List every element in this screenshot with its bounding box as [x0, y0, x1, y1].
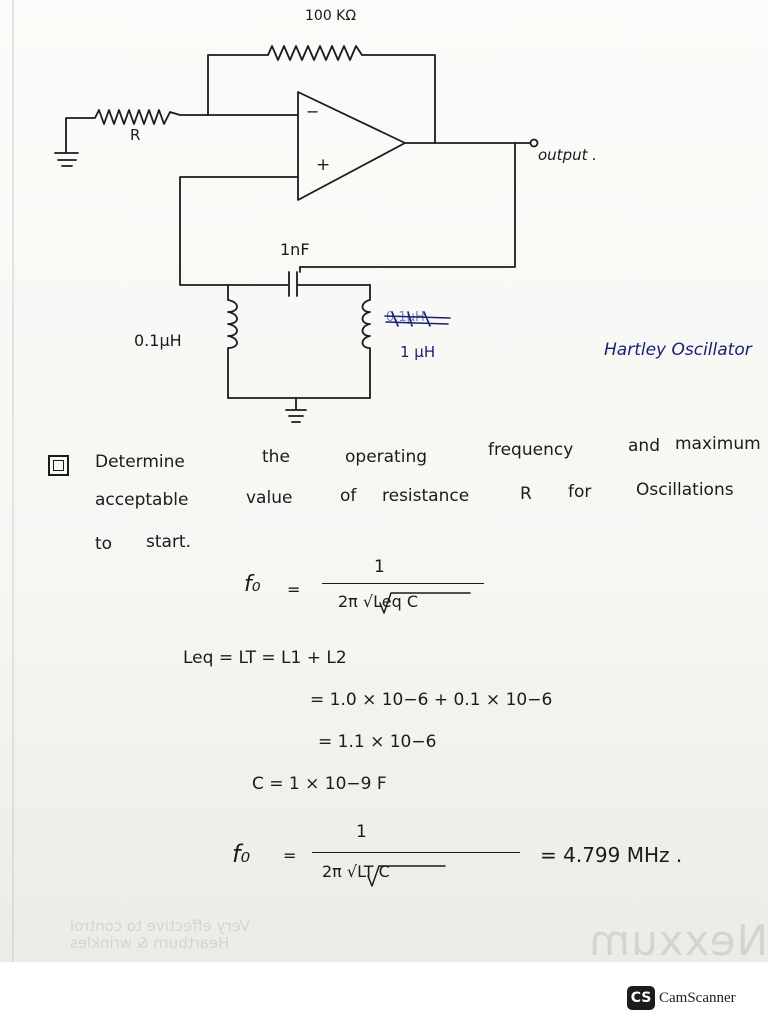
- watermark-brand: Nexxum: [588, 916, 768, 962]
- inductor-right-struck-label: 0.1μH: [386, 310, 425, 325]
- problem-word-acceptable: acceptable: [95, 490, 189, 510]
- feedback-wire-left: [208, 55, 268, 115]
- opamp-noninverting-label: +: [316, 155, 331, 175]
- watermark-tagline-1: Very effective to control: [70, 917, 250, 935]
- circuit-name-label: Hartley Oscillator: [604, 340, 752, 360]
- feedback-resistor-label: 100 KΩ: [305, 8, 357, 24]
- watermark-tagline-2: Heartburn & wrinkles: [70, 934, 230, 952]
- leq-value-1: = 1.0 × 10−6 + 0.1 × 10−6: [310, 690, 553, 710]
- problem-word-operating: operating: [345, 447, 428, 467]
- problem-checkbox-icon: [48, 455, 69, 476]
- problem-word-resistance: resistance: [382, 486, 470, 506]
- problem-word-determine: Determine: [95, 452, 185, 472]
- output-down-wire: [300, 143, 515, 267]
- camscanner-name: CamScanner: [659, 990, 736, 1006]
- eq2-numerator: 1: [356, 822, 367, 842]
- feedback-resistor-zigzag: [268, 46, 435, 143]
- problem-word-and: and: [628, 436, 660, 456]
- input-resistor-zigzag: [66, 110, 298, 153]
- problem-word-of: of: [340, 486, 357, 506]
- problem-word-start: start.: [146, 532, 191, 552]
- problem-word-the: the: [262, 447, 290, 467]
- capacitor-plates: [228, 272, 370, 296]
- inductor-right-label: 1 μH: [400, 343, 436, 361]
- problem-word-for: for: [568, 482, 592, 502]
- eq2-denominator: 2π √LT C: [322, 862, 390, 881]
- inductor-left-coil: [228, 285, 237, 398]
- inductor-right-coil: [363, 285, 371, 398]
- problem-word-value: value: [246, 488, 293, 508]
- problem-word-frequency: frequency: [488, 440, 574, 460]
- problem-word-to: to: [95, 534, 113, 554]
- ground-left: [55, 153, 78, 166]
- camscanner-logo-icon: CS: [627, 986, 655, 1010]
- capacitor-label: 1nF: [280, 240, 310, 259]
- leq-equation: Leq = LT = L1 + L2: [183, 648, 347, 668]
- output-label: output .: [538, 146, 598, 164]
- eq2-result: = 4.799 MHz .: [540, 843, 683, 867]
- opamp-inverting-label: −: [306, 102, 320, 121]
- eq1-equals: =: [287, 580, 301, 599]
- leq-value-2: = 1.1 × 10−6: [318, 732, 437, 752]
- eq2-f0-symbol: f₀: [232, 840, 251, 868]
- eq2-equals: =: [283, 846, 297, 865]
- eq1-numerator: 1: [374, 557, 385, 577]
- output-terminal: [531, 140, 538, 147]
- problem-word-oscillations: Oscillations: [636, 480, 734, 500]
- input-resistor-label: R: [130, 126, 141, 144]
- eq1-fraction-bar: [322, 583, 484, 584]
- problem-word-r: R: [520, 484, 532, 504]
- eq2-fraction-bar: [312, 852, 520, 853]
- inductor-left-label: 0.1μH: [134, 331, 182, 350]
- eq1-denominator: 2π √Leq C: [338, 592, 418, 611]
- noninverting-wire: [180, 177, 298, 285]
- problem-word-maximum: maximum: [675, 434, 761, 454]
- eq1-f0-symbol: f₀: [244, 572, 261, 597]
- capacitance-value: C = 1 × 10−9 F: [252, 774, 387, 794]
- ground-bottom: [286, 398, 306, 422]
